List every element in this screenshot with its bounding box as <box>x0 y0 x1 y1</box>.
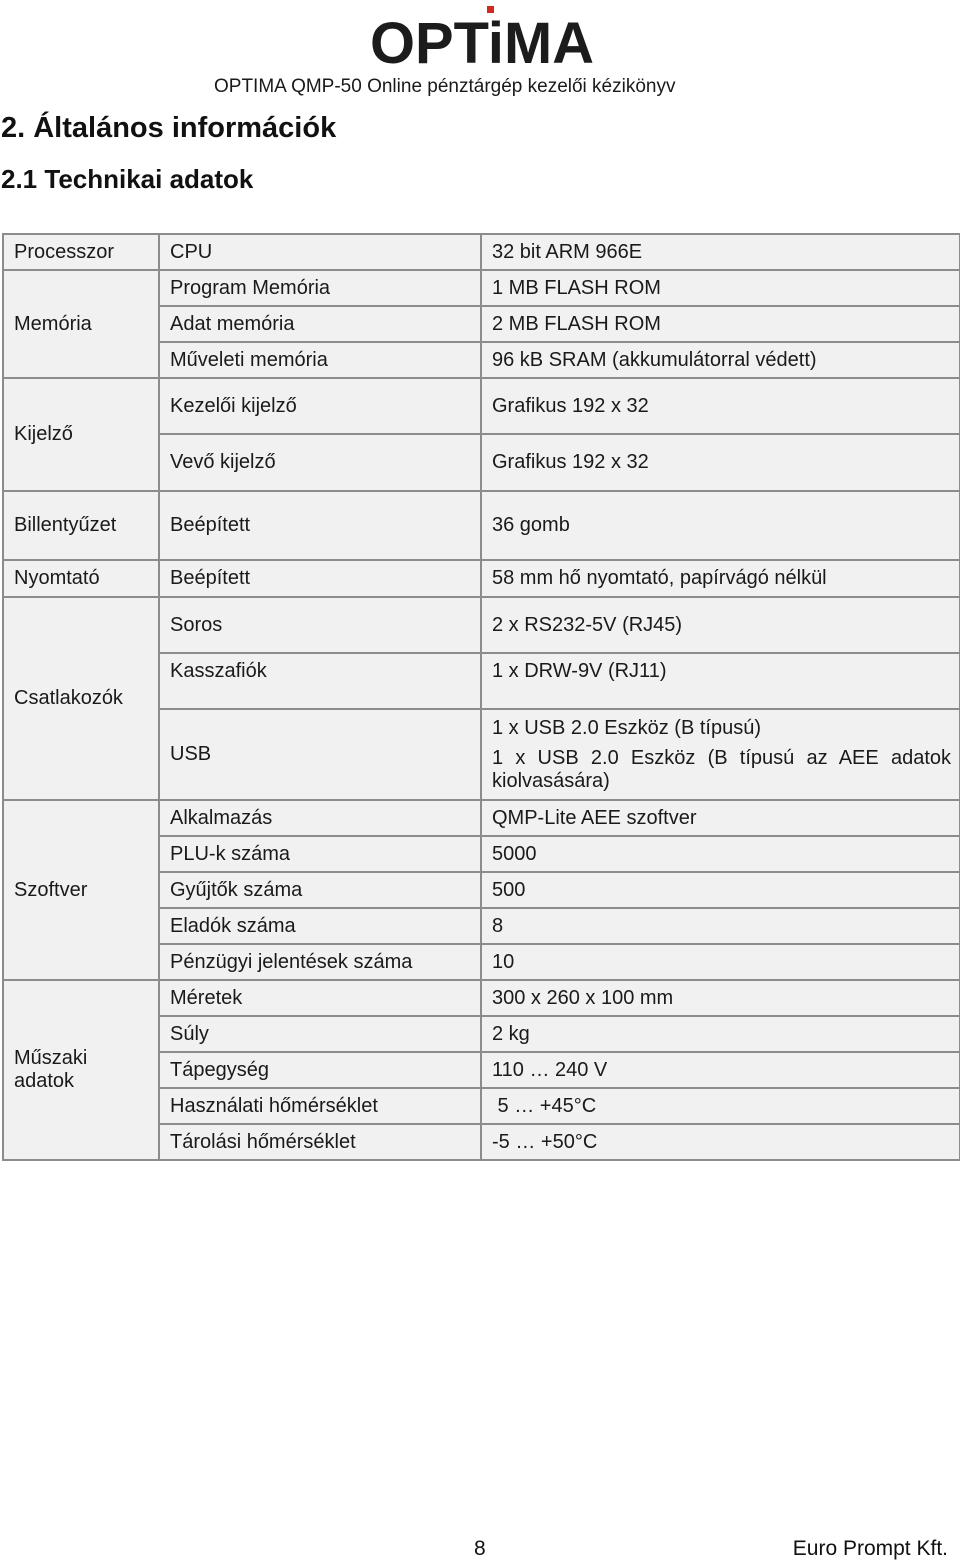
optima-logo <box>368 4 596 70</box>
usb-line-1: 1 x USB 2.0 Eszköz (B típusú) <box>492 716 761 739</box>
logo-wordmark: OPTiMA <box>370 11 594 70</box>
category-billentyuzet: Billentyűzet <box>3 491 159 560</box>
category-processzor: Processzor <box>3 234 159 270</box>
table-row <box>3 597 960 653</box>
spec-item: Beépített <box>159 560 481 597</box>
spec-value: 500 <box>481 872 960 908</box>
spec-item: Méretek <box>159 980 481 1016</box>
usb-line-2: 1 x USB 2.0 Eszköz (B típusú az AEE adatok kiolvasására) <box>492 746 951 792</box>
table-row <box>3 560 960 597</box>
spec-value: 2 MB FLASH ROM <box>481 306 960 342</box>
optima-logo-graphic <box>368 4 596 70</box>
spec-item: Súly <box>159 1016 481 1052</box>
spec-item: Kasszafiók <box>159 653 481 709</box>
table-row <box>3 800 960 836</box>
spec-item: Kezelői kijelző <box>159 378 481 434</box>
spec-item: Beépített <box>159 491 481 560</box>
category-szoftver: Szoftver <box>3 800 159 980</box>
technical-specs-table <box>2 233 960 1161</box>
spec-item: Tárolási hőmérséklet <box>159 1124 481 1160</box>
footer-company: Euro Prompt Kft. <box>792 1537 948 1560</box>
spec-value: 58 mm hő nyomtató, papírvágó nélkül <box>481 560 960 597</box>
spec-item: Tápegység <box>159 1052 481 1088</box>
spec-value: 8 <box>481 908 960 944</box>
spec-item: Pénzügyi jelentések száma <box>159 944 481 980</box>
spec-item: Alkalmazás <box>159 800 481 836</box>
spec-value: 1 MB FLASH ROM <box>481 270 960 306</box>
spec-item: USB <box>159 709 481 800</box>
spec-item: Használati hőmérséklet <box>159 1088 481 1124</box>
spec-value: Grafikus 192 x 32 <box>481 434 960 491</box>
spec-value: QMP-Lite AEE szoftver <box>481 800 960 836</box>
table-row <box>3 378 960 434</box>
table-row <box>3 491 960 560</box>
spec-item: Eladók száma <box>159 908 481 944</box>
spec-item: Adat memória <box>159 306 481 342</box>
spec-item: Gyűjtők száma <box>159 872 481 908</box>
spec-value: Grafikus 192 x 32 <box>481 378 960 434</box>
spec-value: 2 x RS232-5V (RJ45) <box>481 597 960 653</box>
spec-item: Soros <box>159 597 481 653</box>
spec-value-usb <box>481 709 960 800</box>
spec-value: -5 … +50°C <box>481 1124 960 1160</box>
spec-value: 110 … 240 V <box>481 1052 960 1088</box>
table-row <box>3 234 960 270</box>
spec-value: 5000 <box>481 836 960 872</box>
spec-value: 300 x 260 x 100 mm <box>481 980 960 1016</box>
spec-value: 36 gomb <box>481 491 960 560</box>
spec-item: Vevő kijelző <box>159 434 481 491</box>
category-kijelzo: Kijelző <box>3 378 159 491</box>
spec-value: 5 … +45°C <box>481 1088 960 1124</box>
page-number: 8 <box>474 1537 486 1560</box>
spec-value: 32 bit ARM 966E <box>481 234 960 270</box>
category-muszaki-adatok: Műszaki adatok <box>3 980 159 1160</box>
category-memoria: Memória <box>3 270 159 378</box>
category-nyomtato: Nyomtató <box>3 560 159 597</box>
spec-item: Program Memória <box>159 270 481 306</box>
spec-item: Műveleti memória <box>159 342 481 378</box>
spec-value: 1 x DRW-9V (RJ11) <box>481 653 960 709</box>
subsection-heading: 2.1 Technikai adatok <box>1 164 254 194</box>
table-row <box>3 980 960 1016</box>
section-heading: 2. Általános információk <box>1 112 337 144</box>
spec-value: 10 <box>481 944 960 980</box>
spec-item: PLU-k száma <box>159 836 481 872</box>
spec-value: 96 kB SRAM (akkumulátorral védett) <box>481 342 960 378</box>
table-row <box>3 270 960 306</box>
document-subtitle: OPTIMA QMP-50 Online pénztárgép kezelői kézikönyv <box>214 76 676 97</box>
category-csatlakozok: Csatlakozók <box>3 597 159 800</box>
spec-value: 2 kg <box>481 1016 960 1052</box>
spec-item: CPU <box>159 234 481 270</box>
